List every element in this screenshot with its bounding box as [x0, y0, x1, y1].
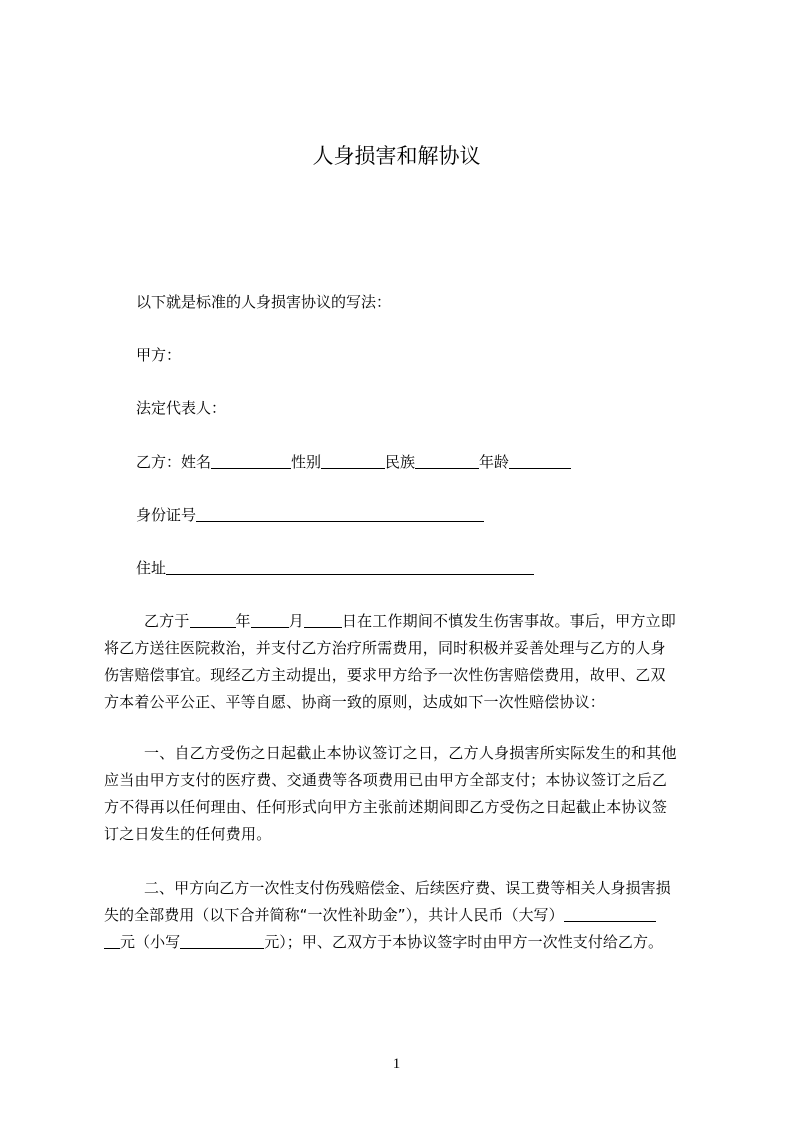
paragraph-line: 二、甲方向乙方一次性支付伤残赔偿金、后续医疗费、误工费等相关人身损害损 [144, 879, 671, 897]
paragraph-line [104, 902, 700, 929]
month-blank[interactable] [251, 612, 289, 628]
address-row [136, 558, 534, 578]
paragraph-line: 订之日发生的任何费用。 [104, 825, 272, 843]
party-a-label: 甲方： [136, 346, 182, 364]
amount-uppercase-blank[interactable] [564, 906, 656, 922]
paragraph-accident [104, 608, 700, 716]
payment-text: 元）；甲、乙双方于本协议签字时由甲方一次性支付给乙方。 [264, 933, 664, 951]
clause-two [104, 875, 700, 956]
paragraph-line: 应当由甲方支付的医疗费、交通费等各项费用已由甲方全部支付；本协议签订之后乙 [104, 771, 668, 789]
party-b-name-label: 乙方：姓名 [136, 453, 212, 471]
ethnicity-label: 民族 [385, 453, 416, 471]
clause-one [104, 740, 700, 848]
yuan-lowercase-label: 元（小写 [120, 933, 181, 951]
paragraph-line: 方不得再以任何理由、任何形式向甲方主张前述期间即乙方受伤之日起截止本协议签 [104, 798, 668, 816]
paragraph-line: 伤害赔偿事宜。现经乙方主动提出，要求甲方给予一次性伤害赔偿费用，故甲、乙双 [104, 666, 666, 684]
page-number: 1 [392, 1056, 401, 1072]
party-b-row [136, 452, 571, 472]
address-label: 住址 [136, 559, 167, 577]
month-label: 月 [288, 612, 304, 630]
day-blank[interactable] [304, 612, 342, 628]
amount-uppercase-blank-cont[interactable] [104, 933, 120, 949]
paragraph-line [104, 608, 700, 635]
address-blank[interactable] [166, 559, 534, 575]
paragraph-line: 将乙方送往医院救治，并支付乙方治疗所需费用，同时积极并妥善处理与乙方的人身 [104, 639, 666, 657]
date-prefix: 乙方于 [144, 612, 190, 630]
amount-lowercase-blank[interactable] [180, 933, 264, 949]
accident-text: 日在工作期间不慎发生伤害事故。事后，甲方立即 [341, 612, 676, 630]
age-blank[interactable] [509, 453, 571, 469]
year-blank[interactable] [190, 612, 236, 628]
paragraph-line: 一、自乙方受伤之日起截止本协议签订之日，乙方人身损害所实际发生的和其他 [144, 744, 677, 762]
gender-label: 性别 [291, 453, 322, 471]
name-blank[interactable] [211, 453, 291, 469]
document-title: 人身损害和解协议 [312, 144, 481, 168]
age-label: 年龄 [479, 453, 510, 471]
amount-text: 失的全部费用（以下合并简称“一次性补助金”），共计人民币（大写） [104, 906, 564, 924]
gender-blank[interactable] [321, 453, 385, 469]
ethnicity-blank[interactable] [415, 453, 479, 469]
paragraph-line: 方本着公平公正、平等自愿、协商一致的原则，达成如下一次性赔偿协议： [104, 693, 605, 711]
year-label: 年 [235, 612, 251, 630]
legal-representative-label: 法定代表人： [136, 399, 227, 417]
intro-text: 以下就是标准的人身损害协议的写法： [136, 293, 392, 311]
paragraph-line [104, 929, 700, 956]
id-number-row [136, 505, 484, 525]
id-number-blank[interactable] [196, 506, 484, 522]
id-number-label: 身份证号 [136, 506, 197, 524]
